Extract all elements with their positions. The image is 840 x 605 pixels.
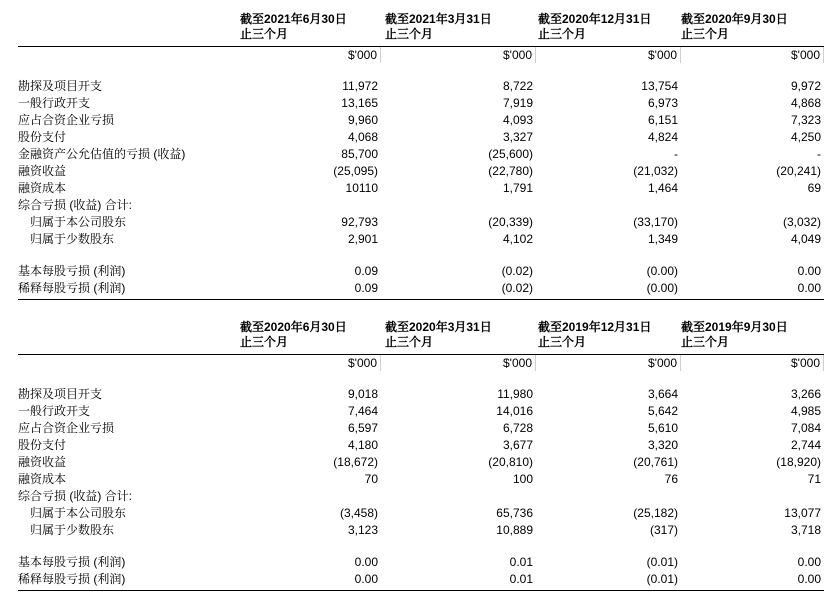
table-cell: 4,985 xyxy=(790,404,821,418)
row-label: 融资收益 xyxy=(18,455,67,469)
column-header xyxy=(385,320,492,350)
table-cell: 0.00 xyxy=(354,572,378,586)
table-row xyxy=(18,471,824,488)
column-header-period: 截至2021年6月30日 xyxy=(240,12,347,26)
row-label: 归属于本公司股东 xyxy=(30,506,127,520)
table-cell: (22,780) xyxy=(488,164,533,178)
table-row xyxy=(18,454,824,471)
table-cell: 69 xyxy=(807,181,821,195)
column-header-duration: 止三个月 xyxy=(385,27,434,41)
table-cell: 11,972 xyxy=(342,79,378,93)
table-cell: 71 xyxy=(807,472,821,486)
table-cell: 9,018 xyxy=(347,387,378,401)
unit-label: $'000 xyxy=(240,355,381,371)
row-label: 稀释每股亏损 (利润) xyxy=(18,281,126,295)
table-cell: 13,077 xyxy=(784,506,821,520)
table-row xyxy=(18,571,824,588)
column-header xyxy=(385,12,492,42)
row-label: 金融资产公允估值的亏损 (收益) xyxy=(18,147,186,161)
table-cell: (25,182) xyxy=(633,506,678,520)
row-label: 应占合资企业亏损 xyxy=(18,421,115,435)
table-cell: 0.09 xyxy=(354,264,378,278)
table-cell: 1,791 xyxy=(502,181,533,195)
table-cell: (317) xyxy=(649,523,678,537)
table-bottom-divider xyxy=(18,299,824,300)
table-cell: 3,664 xyxy=(647,387,678,401)
row-label: 归属于少数股东 xyxy=(30,523,115,537)
row-label: 一般行政开支 xyxy=(18,96,91,110)
table-cell: 9,960 xyxy=(347,113,378,127)
table-row xyxy=(18,129,824,146)
table-cell: 7,919 xyxy=(502,96,533,110)
table-cell: 4,868 xyxy=(790,96,821,110)
row-label: 综合亏损 (收益) 合计: xyxy=(18,198,132,212)
table-row xyxy=(18,505,824,522)
table-cell: 2,744 xyxy=(790,438,821,452)
column-header xyxy=(240,12,347,42)
table-cell: 6,728 xyxy=(502,421,533,435)
table-row xyxy=(18,180,824,197)
unit-row xyxy=(18,47,824,64)
table-cell: 70 xyxy=(364,472,378,486)
financial-table-2021-2020 xyxy=(18,12,824,300)
unit-label: $'000 xyxy=(681,47,824,63)
column-header-duration: 止三个月 xyxy=(681,335,730,349)
table-cell: 3,327 xyxy=(502,130,533,144)
table-cell: 85,700 xyxy=(341,147,378,161)
column-header xyxy=(240,320,347,350)
table-cell: 3,123 xyxy=(347,523,378,537)
table-cell: 0.01 xyxy=(509,572,533,586)
table-cell: 8,722 xyxy=(502,79,533,93)
row-label: 股份支付 xyxy=(18,438,67,452)
table-cell: 11,980 xyxy=(497,387,533,401)
table-row xyxy=(18,554,824,571)
column-header-duration: 止三个月 xyxy=(240,335,289,349)
unit-row xyxy=(18,355,824,372)
column-header xyxy=(538,320,651,350)
table-cell: (0.00) xyxy=(646,281,678,295)
column-header-period: 截至2020年12月31日 xyxy=(538,12,652,26)
row-label: 勘探及项目开支 xyxy=(18,79,103,93)
table-cell: 3,718 xyxy=(790,523,821,537)
table-cell: 0.00 xyxy=(797,572,821,586)
table-cell: 6,597 xyxy=(347,421,378,435)
row-label: 应占合资企业亏损 xyxy=(18,113,115,127)
unit-label: $'000 xyxy=(240,47,381,63)
row-label: 勘探及项目开支 xyxy=(18,387,103,401)
table-cell: (25,600) xyxy=(488,147,533,161)
row-label: 股份支付 xyxy=(18,130,67,144)
table-cell: 4,824 xyxy=(647,130,678,144)
table-cell: 6,973 xyxy=(647,96,678,110)
row-label: 基本每股亏损 (利润) xyxy=(18,264,126,278)
table-cell: (3,032) xyxy=(782,215,821,229)
table-row xyxy=(18,112,824,129)
table-cell: 5,610 xyxy=(647,421,678,435)
column-header-period: 截至2020年9月30日 xyxy=(681,12,788,26)
table-cell: 92,793 xyxy=(341,215,378,229)
table-cell: 65,736 xyxy=(496,506,533,520)
table-row xyxy=(18,146,824,163)
row-label: 融资收益 xyxy=(18,164,67,178)
table-cell: 1,464 xyxy=(647,181,678,195)
table-cell: 3,320 xyxy=(647,438,678,452)
table-cell: (25,095) xyxy=(333,164,378,178)
table-cell: 0.01 xyxy=(509,555,533,569)
unit-label: $'000 xyxy=(538,47,681,63)
table-body xyxy=(18,78,824,297)
table-cell: 10,889 xyxy=(496,523,533,537)
table-cell: (0.02) xyxy=(501,264,533,278)
unit-label: $'000 xyxy=(681,355,824,371)
table-row xyxy=(18,214,824,231)
table-row xyxy=(18,263,824,280)
row-label: 归属于本公司股东 xyxy=(30,215,127,229)
table-cell: (18,920) xyxy=(776,455,821,469)
table-cell: 6,151 xyxy=(647,113,678,127)
table-cell: 9,972 xyxy=(790,79,821,93)
table-cell: (20,761) xyxy=(633,455,678,469)
table-cell: 1,349 xyxy=(647,232,678,246)
table-cell: (0.01) xyxy=(646,555,678,569)
table-cell: 4,068 xyxy=(347,130,378,144)
column-header-duration: 止三个月 xyxy=(538,27,587,41)
table-cell: 0.00 xyxy=(354,555,378,569)
table-cell: 7,323 xyxy=(790,113,821,127)
table-body xyxy=(18,386,824,588)
row-label: 综合亏损 (收益) 合计: xyxy=(18,489,132,503)
column-header-duration: 止三个月 xyxy=(240,27,289,41)
column-header-row xyxy=(18,320,824,354)
table-cell: 0.00 xyxy=(797,281,821,295)
table-row xyxy=(18,231,824,248)
unit-label: $'000 xyxy=(538,355,681,371)
table-cell: (0.02) xyxy=(501,281,533,295)
table-row xyxy=(18,403,824,420)
column-header-period: 截至2019年12月31日 xyxy=(538,320,652,334)
table-cell: 4,102 xyxy=(502,232,533,246)
table-cell: (0.00) xyxy=(646,264,678,278)
table-cell: 13,165 xyxy=(341,96,378,110)
column-header-period: 截至2021年3月31日 xyxy=(385,12,492,26)
table-row xyxy=(18,163,824,180)
table-cell: 0.00 xyxy=(797,264,821,278)
table-cell: 13,754 xyxy=(641,79,678,93)
row-label: 融资成本 xyxy=(18,181,67,195)
table-cell: 7,464 xyxy=(347,404,378,418)
table-cell: (20,241) xyxy=(776,164,821,178)
table-cell: 10110 xyxy=(345,181,378,195)
table-bottom-divider xyxy=(18,590,824,591)
table-cell: (21,032) xyxy=(633,164,678,178)
table-cell: 0.00 xyxy=(797,555,821,569)
table-cell: 3,677 xyxy=(502,438,533,452)
table-cell: (3,458) xyxy=(339,506,378,520)
table-cell: (20,810) xyxy=(488,455,533,469)
table-cell: 14,016 xyxy=(496,404,533,418)
table-cell: 5,642 xyxy=(647,404,678,418)
table-cell: 3,266 xyxy=(790,387,821,401)
financial-table-2020-2019 xyxy=(18,320,824,591)
table-cell: 7,084 xyxy=(790,421,821,435)
table-row xyxy=(18,197,824,214)
column-header-duration: 止三个月 xyxy=(538,335,587,349)
table-row xyxy=(18,522,824,539)
unit-label: $'000 xyxy=(385,47,536,63)
table-cell: (33,170) xyxy=(633,215,678,229)
row-label: 归属于少数股东 xyxy=(30,232,115,246)
row-label: 融资成本 xyxy=(18,472,67,486)
table-cell: 0.09 xyxy=(354,281,378,295)
column-header xyxy=(681,12,788,42)
column-header-row xyxy=(18,12,824,46)
table-cell: 4,049 xyxy=(790,232,821,246)
table-cell: - xyxy=(674,147,678,161)
table-cell: 4,180 xyxy=(347,438,378,452)
row-label: 稀释每股亏损 (利润) xyxy=(18,572,126,586)
row-label: 基本每股亏损 (利润) xyxy=(18,555,126,569)
table-row xyxy=(18,488,824,505)
column-header-period: 截至2019年9月30日 xyxy=(681,320,788,334)
table-cell: (18,672) xyxy=(333,455,378,469)
table-row xyxy=(18,420,824,437)
row-label: 一般行政开支 xyxy=(18,404,91,418)
unit-label: $'000 xyxy=(385,355,536,371)
table-cell: - xyxy=(817,147,821,161)
table-row xyxy=(18,280,824,297)
table-row xyxy=(18,78,824,95)
table-cell: 76 xyxy=(664,472,678,486)
table-cell: 4,250 xyxy=(790,130,821,144)
table-cell: 100 xyxy=(512,472,533,486)
column-header-duration: 止三个月 xyxy=(681,27,730,41)
table-cell: 4,093 xyxy=(502,113,533,127)
table-row xyxy=(18,386,824,403)
column-header xyxy=(538,12,651,42)
table-cell: (0.01) xyxy=(646,572,678,586)
column-header-period: 截至2020年6月30日 xyxy=(240,320,347,334)
table-cell: 2,901 xyxy=(347,232,378,246)
table-cell: (20,339) xyxy=(488,215,533,229)
column-header-period: 截至2020年3月31日 xyxy=(385,320,492,334)
column-header-duration: 止三个月 xyxy=(385,335,434,349)
table-row xyxy=(18,95,824,112)
table-row xyxy=(18,437,824,454)
column-header xyxy=(681,320,788,350)
